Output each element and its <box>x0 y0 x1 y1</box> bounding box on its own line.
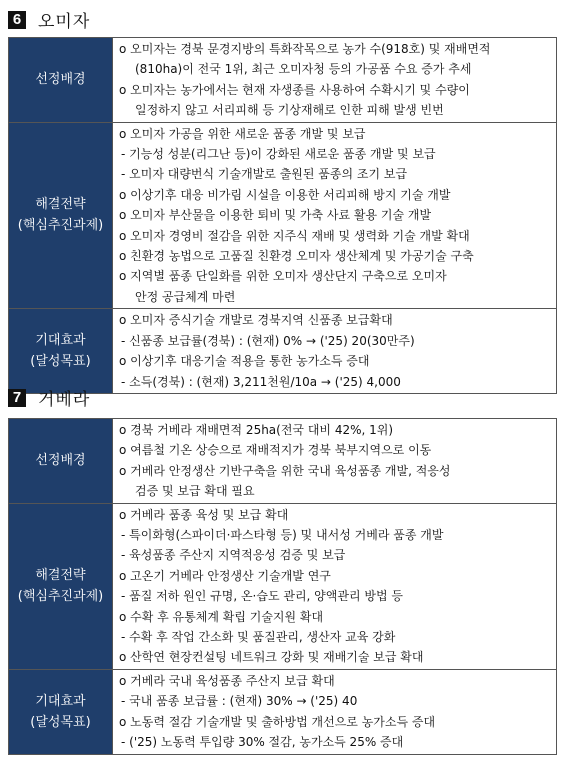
bullet-item: o 거베라 국내 육성품종 주산지 보급 확대 <box>119 673 335 688</box>
bullet-item: o 여름철 기온 상승으로 재배적지가 경북 북부지역으로 이동 <box>119 443 432 458</box>
bullet-item: o 고온기 거베라 안정생산 기술개발 연구 <box>119 568 331 583</box>
row-label <box>9 419 113 504</box>
dash-item: - 소득(경북) : (현재) 3,211천원/10a → ('25) 4,000 <box>121 374 401 389</box>
section-table-6 <box>8 37 557 394</box>
row-label <box>9 38 113 123</box>
dash-item: - 기능성 성분(리그난 등)이 강화된 새로운 품종 개발 및 보급 <box>121 147 436 162</box>
bullet-item: o 거베라 안정생산 기반구축을 위한 국내 육성품종 개발, 적응성 <box>119 463 451 478</box>
bullet-item: o 오미자는 경북 문경지방의 특화작목으로 농가 수(918호) 및 재배면적 <box>119 42 491 56</box>
row-label-text: 기대효과 <box>35 333 86 349</box>
row-content <box>113 419 557 504</box>
bullet-item: o 수확 후 유통체계 확립 기술지원 확대 <box>119 609 324 624</box>
dash-item: - 특이화형(스파이더·파스타형 등) 및 내서성 거베라 품종 개발 <box>121 528 444 543</box>
row-label-text: 선정배경 <box>35 72 86 88</box>
section-heading-6 <box>8 7 90 32</box>
dash-item: - 품질 저하 원인 규명, 온·습도 관리, 양액관리 방법 등 <box>121 589 403 604</box>
row-content <box>113 38 557 123</box>
row-label-text: (달성목표) <box>30 354 91 370</box>
dash-item: - 수확 후 작업 간소화 및 품질관리, 생산자 교육 강화 <box>121 630 396 645</box>
section-title: 거베라 <box>38 390 91 410</box>
bullet-item: o 오미자 증식기술 개발로 경북지역 신품종 보급확대 <box>119 313 393 328</box>
row-label <box>9 669 113 754</box>
section-table-7 <box>8 418 557 755</box>
row-content <box>113 122 557 309</box>
bullet-item: o 오미자 부산물을 이용한 퇴비 및 가축 사료 활용 기술 개발 <box>119 208 432 223</box>
row-content <box>113 669 557 754</box>
bullet-item: o 친환경 농법으로 고품질 친환경 오미자 생산체계 및 가공기술 구축 <box>119 249 474 264</box>
table-row <box>9 419 557 504</box>
row-content <box>113 309 557 394</box>
bullet-item: o 오미자는 농가에서는 현재 자생종를 사용하여 수확시기 및 수량이 <box>119 82 470 97</box>
bullet-item: o 오미자 가공을 위한 새로운 품종 개발 및 보급 <box>119 126 366 141</box>
section-number-badge: 7 <box>8 389 26 407</box>
row-label <box>9 503 113 669</box>
bullet-item: o 경북 거베라 재배면적 25ha(전국 대비 42%, 1위) <box>119 423 394 437</box>
row-label-text: (핵심추진과제) <box>17 589 104 605</box>
bullet-item: o 지역별 품종 단일화를 위한 오미자 생산단지 구축으로 오미자 <box>119 269 447 284</box>
dash-item: - ('25) 노동력 투입량 30% 절감, 농가소득 25% 증대 <box>121 735 404 750</box>
row-label <box>9 309 113 394</box>
dash-item: - 오미자 대량번식 기술개발로 출원된 품종의 조기 보급 <box>121 167 408 182</box>
bullet-item: o 오미자 경영비 절감을 위한 지주식 재배 및 생력화 기술 개발 확대 <box>119 228 470 243</box>
table-row <box>9 669 557 754</box>
row-content <box>113 503 557 669</box>
dash-item: - 국내 품종 보급률 : (현재) 30% → ('25) 40 <box>121 694 358 709</box>
bullet-item: o 산학연 현장컨설팅 네트워크 강화 및 재배기술 보급 확대 <box>119 650 424 665</box>
continuation-text: 검증 및 보급 확대 필요 <box>135 484 255 499</box>
continuation-text: (810ha)이 전국 1위, 최근 오미자청 등의 가공품 수요 증가 추세 <box>135 62 472 77</box>
table-row <box>9 122 557 309</box>
dash-item: - 육성품종 주산지 지역적응성 검증 및 보급 <box>121 548 346 563</box>
table-row <box>9 38 557 123</box>
row-label <box>9 122 113 309</box>
continuation-text: 안정 공급체계 마련 <box>135 289 236 304</box>
section-number-badge: 6 <box>8 11 26 29</box>
row-label-text: 선정배경 <box>35 453 86 469</box>
bullet-item: o 이상기후 대응기술 적용을 통한 농가소득 증대 <box>119 354 370 369</box>
table-row <box>9 503 557 669</box>
row-label-text: (핵심추진과제) <box>17 218 104 234</box>
dash-item: - 신품종 보급률(경북) : (현재) 0% → ('25) 20(30만주) <box>121 333 415 348</box>
section-heading-7 <box>8 385 90 410</box>
row-label-text: 기대효과 <box>35 693 86 709</box>
row-label-text: (달성목표) <box>30 714 91 730</box>
continuation-text: 일정하지 않고 서리피해 등 기상재해로 인한 피해 발생 빈번 <box>135 103 444 118</box>
section-title: 오미자 <box>38 12 91 32</box>
bullet-item: o 노동력 절감 기술개발 및 출하방법 개선으로 농가소득 증대 <box>119 714 436 729</box>
bullet-item: o 이상기후 대응 비가림 시설을 이용한 서리피해 방지 기술 개발 <box>119 187 451 202</box>
table-row <box>9 309 557 394</box>
row-label-text: 해결전략 <box>35 197 86 213</box>
row-label-text: 해결전략 <box>35 568 86 584</box>
bullet-item: o 거베라 품종 육성 및 보급 확대 <box>119 507 289 522</box>
